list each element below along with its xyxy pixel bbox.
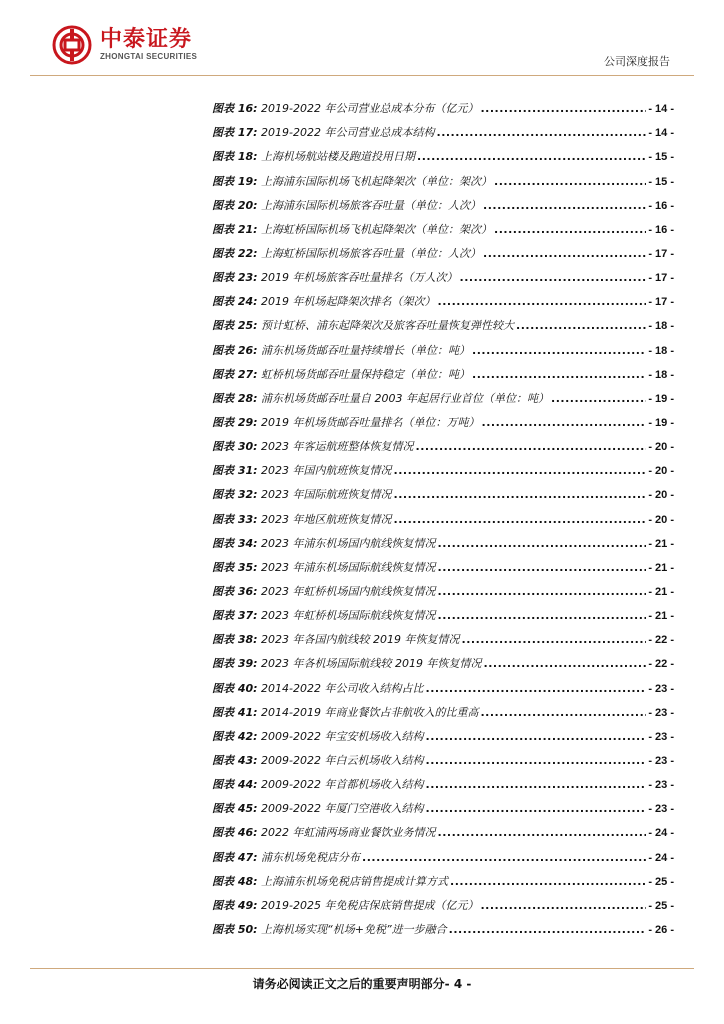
toc-entry[interactable] <box>212 502 674 526</box>
toc-leader-dots <box>494 223 646 237</box>
toc-leader-dots <box>462 633 647 647</box>
toc-entry[interactable] <box>212 671 674 695</box>
toc-entry-page: - 20 - <box>648 465 674 478</box>
toc-entry-title: 浦东机场免税店分布 <box>261 850 361 864</box>
toc-leader-dots <box>438 585 647 599</box>
toc-entry[interactable] <box>212 575 674 599</box>
toc-entry-title: 上海浦东机场免税店销售提成计算方式 <box>261 874 449 888</box>
toc-leader-dots <box>438 561 647 575</box>
toc-entry-title: 2023 年浦东机场国际航线恢复情况 <box>261 560 436 574</box>
toc-entry-page: - 24 - <box>648 827 674 840</box>
toc-entry-page: - 21 - <box>648 610 674 623</box>
toc-entry[interactable] <box>212 599 674 623</box>
toc-entry-title: 2023 年客运航班整体恢复情况 <box>261 440 414 454</box>
toc-leader-dots <box>438 295 647 309</box>
toc-entry-title: 2014-2019 年商业餐饮占非航收入的比重高 <box>261 705 479 719</box>
toc-entry-label: 图表 33: <box>212 512 258 526</box>
toc-entry-label: 图表 40: <box>212 681 258 695</box>
toc-entry[interactable] <box>212 792 674 816</box>
toc-entry-label: 图表 39: <box>212 657 258 671</box>
toc-leader-dots <box>551 392 646 406</box>
toc-entry-label: 图表 29: <box>212 415 258 429</box>
toc-entry-label: 图表 48: <box>212 874 258 888</box>
toc-entry[interactable] <box>212 913 674 937</box>
toc-entry-title: 虹桥机场货邮吞吐量保持稳定（单位：吨） <box>261 367 471 381</box>
toc-entry-label: 图表 44: <box>212 778 258 792</box>
toc-entry[interactable] <box>212 164 674 188</box>
toc-entry-label: 图表 17: <box>212 126 258 140</box>
toc-entry-title: 2023 年各国内航线较 2019 年恢复情况 <box>261 633 460 647</box>
toc-entry-page: - 23 - <box>648 754 674 767</box>
toc-entry-title: 2019-2022 年公司营业总成本分布（亿元） <box>261 102 479 116</box>
toc-entry-label: 图表 47: <box>212 850 258 864</box>
toc-entry-title: 2023 年浦东机场国内航线恢复情况 <box>261 536 436 550</box>
toc-leader-dots <box>482 416 647 430</box>
toc-entry[interactable] <box>212 865 674 889</box>
toc-entry-label: 图表 26: <box>212 343 258 357</box>
toc-entry-title: 预计虹桥、浦东起降架次及旅客吞吐量恢复弹性较大 <box>261 319 515 333</box>
toc-entry-label: 图表 45: <box>212 802 258 816</box>
toc-entry-page: - 20 - <box>648 441 674 454</box>
toc-entry-page: - 15 - <box>648 175 674 188</box>
toc-entry-page: - 23 - <box>648 779 674 792</box>
toc-entry-page: - 16 - <box>648 199 674 212</box>
toc-entry-page: - 20 - <box>648 513 674 526</box>
toc-leader-dots <box>481 899 647 913</box>
toc-entry[interactable] <box>212 213 674 237</box>
toc-entry-page: - 23 - <box>648 706 674 719</box>
toc-entry-label: 图表 21: <box>212 222 258 236</box>
toc-entry[interactable] <box>212 527 674 551</box>
toc-leader-dots <box>483 199 646 213</box>
toc-entry[interactable] <box>212 333 674 357</box>
toc-entry-label: 图表 41: <box>212 705 258 719</box>
toc-entry[interactable] <box>212 285 674 309</box>
toc-leader-dots <box>394 464 647 478</box>
toc-entry[interactable] <box>212 358 674 382</box>
toc-leader-dots <box>417 150 646 164</box>
toc-entry-title: 2023 年地区航班恢复情况 <box>261 512 392 526</box>
toc-entry-title: 2019 年机场货邮吞吐量排名（单位：万吨） <box>261 415 480 429</box>
header-divider <box>30 75 694 76</box>
toc-leader-dots <box>472 368 646 382</box>
toc-entry[interactable] <box>212 768 674 792</box>
toc-entry-page: - 22 - <box>648 658 674 671</box>
toc-entry-page: - 15 - <box>648 151 674 164</box>
toc-entry[interactable] <box>212 647 674 671</box>
toc-entry[interactable] <box>212 92 674 116</box>
toc-entry-page: - 17 - <box>648 247 674 260</box>
toc-entry-page: - 25 - <box>648 899 674 912</box>
toc-entry-page: - 21 - <box>648 561 674 574</box>
toc-entry-title: 2023 年国内航班恢复情况 <box>261 464 392 478</box>
toc-entry-page: - 25 - <box>648 875 674 888</box>
toc-entry-label: 图表 18: <box>212 150 258 164</box>
toc-entry-page: - 18 - <box>648 368 674 381</box>
toc-entry[interactable] <box>212 816 674 840</box>
toc-leader-dots <box>438 609 647 623</box>
toc-entry-title: 上海浦东国际机场飞机起降架次（单位：架次） <box>261 174 493 188</box>
toc-entry-title: 上海浦东国际机场旅客吞吐量（单位：人次） <box>261 198 482 212</box>
toc-leader-dots <box>494 175 646 189</box>
toc-leader-dots <box>394 488 647 502</box>
page-header <box>0 0 724 80</box>
toc-entry-page: - 19 - <box>648 392 674 405</box>
toc-entry-label: 图表 16: <box>212 102 258 116</box>
toc-entry-page: - 17 - <box>648 296 674 309</box>
toc-entry-label: 图表 27: <box>212 367 258 381</box>
toc-entry[interactable] <box>212 382 674 406</box>
company-logo <box>52 25 197 65</box>
toc-entry[interactable] <box>212 454 674 478</box>
toc-entry-title: 2023 年国际航班恢复情况 <box>261 488 392 502</box>
toc-leader-dots <box>426 754 647 768</box>
toc-entry[interactable] <box>212 189 674 213</box>
toc-entry-label: 图表 22: <box>212 246 258 260</box>
toc-leader-dots <box>460 271 647 285</box>
toc-entry-page: - 14 - <box>648 103 674 116</box>
toc-entry-label: 图表 20: <box>212 198 258 212</box>
toc-entry[interactable] <box>212 840 674 864</box>
toc-entry[interactable] <box>212 889 674 913</box>
toc-entry-title: 2023 年各机场国际航线较 2019 年恢复情况 <box>261 657 482 671</box>
logo-english-name: ZHONGTAI SECURITIES <box>100 52 198 61</box>
toc-leader-dots <box>437 126 647 140</box>
toc-entry-label: 图表 23: <box>212 271 258 285</box>
toc-entry-page: - 24 - <box>648 851 674 864</box>
toc-entry-label: 图表 46: <box>212 826 258 840</box>
toc-entry-label: 图表 30: <box>212 440 258 454</box>
toc-entry-title: 浦东机场货邮吞吐量自 2003 年起居行业首位（单位：吨） <box>261 391 550 405</box>
toc-entry-label: 图表 31: <box>212 464 258 478</box>
toc-entry-label: 图表 35: <box>212 560 258 574</box>
toc-entry-title: 2014-2022 年公司收入结构占比 <box>261 681 424 695</box>
toc-leader-dots <box>362 851 646 865</box>
toc-entry-title: 2009-2022 年宝安机场收入结构 <box>261 729 424 743</box>
toc-entry-title: 2019-2025 年免税店保底销售提成（亿元） <box>261 898 479 912</box>
toc-entry-title: 2022 年虹浦两场商业餐饮业务情况 <box>261 826 436 840</box>
toc-entry[interactable] <box>212 551 674 575</box>
toc-entry-page: - 21 - <box>648 537 674 550</box>
toc-entry-label: 图表 34: <box>212 536 258 550</box>
footer-divider <box>30 968 694 969</box>
toc-entry-page: - 18 - <box>648 344 674 357</box>
toc-entry-title: 浦东机场货邮吞吐量持续增长（单位：吨） <box>261 343 471 357</box>
toc-entry-page: - 20 - <box>648 489 674 502</box>
toc-entry-label: 图表 43: <box>212 753 258 767</box>
toc-entry-page: - 22 - <box>648 634 674 647</box>
toc-entry[interactable] <box>212 309 674 333</box>
toc-entry-label: 图表 37: <box>212 609 258 623</box>
toc-entry-page: - 14 - <box>648 127 674 140</box>
toc-entry[interactable] <box>212 237 674 261</box>
toc-leader-dots <box>481 706 647 720</box>
toc-entry-title: 2019-2022 年公司营业总成本结构 <box>261 126 435 140</box>
toc-leader-dots <box>426 730 647 744</box>
toc-entry[interactable] <box>212 623 674 647</box>
toc-leader-dots <box>483 247 646 261</box>
toc-entry-page: - 16 - <box>648 223 674 236</box>
toc-entry[interactable] <box>212 140 674 164</box>
toc-entry-title: 2023 年虹桥机场国际航线恢复情况 <box>261 609 436 623</box>
toc-entry[interactable] <box>212 720 674 744</box>
toc-entry[interactable] <box>212 478 674 502</box>
toc-entry-title: 2019 年机场旅客吞吐量排名（万人次） <box>261 271 458 285</box>
page-footer: 请务必阅读正文之后的重要声明部分- 4 - <box>252 977 472 991</box>
logo-chinese-name: 中泰证券 <box>100 27 193 52</box>
toc-entry-label: 图表 36: <box>212 584 258 598</box>
toc-leader-dots <box>426 802 647 816</box>
toc-entry-page: - 19 - <box>648 416 674 429</box>
zhongtai-logo-icon <box>52 25 92 65</box>
toc-entry-label: 图表 32: <box>212 488 258 502</box>
toc-entry[interactable] <box>212 406 674 430</box>
toc-entry-page: - 23 - <box>648 682 674 695</box>
toc-entry-label: 图表 42: <box>212 729 258 743</box>
toc-entry-title: 上海虹桥国际机场飞机起降架次（单位：架次） <box>261 222 493 236</box>
toc-entry-label: 图表 19: <box>212 174 258 188</box>
toc-leader-dots <box>472 344 646 358</box>
toc-leader-dots <box>416 440 647 454</box>
toc-entry-page: - 21 - <box>648 585 674 598</box>
toc-leader-dots <box>484 657 647 671</box>
toc-leader-dots <box>516 319 646 333</box>
toc-entry-page: - 17 - <box>648 272 674 285</box>
figure-index-list <box>212 92 674 937</box>
toc-entry-title: 2019 年机场起降架次排名（架次） <box>261 295 436 309</box>
toc-leader-dots <box>426 682 647 696</box>
toc-leader-dots <box>450 875 646 889</box>
toc-leader-dots <box>481 102 647 116</box>
toc-entry[interactable] <box>212 261 674 285</box>
toc-leader-dots <box>426 778 647 792</box>
toc-leader-dots <box>438 826 647 840</box>
toc-entry-title: 2009-2022 年白云机场收入结构 <box>261 753 424 767</box>
toc-entry[interactable] <box>212 430 674 454</box>
toc-entry-title: 上海机场实现“机场+免税”进一步融合 <box>261 922 447 936</box>
report-type-label: 公司深度报告 <box>604 55 670 68</box>
toc-entry-label: 图表 49: <box>212 898 258 912</box>
toc-leader-dots <box>394 513 647 527</box>
toc-entry-page: - 23 - <box>648 730 674 743</box>
toc-entry-title: 2009-2022 年首都机场收入结构 <box>261 778 424 792</box>
toc-entry-title: 上海机场航站楼及跑道投用日期 <box>261 150 416 164</box>
toc-entry-page: - 26 - <box>648 923 674 936</box>
toc-entry[interactable] <box>212 696 674 720</box>
toc-entry-title: 2023 年虹桥机场国内航线恢复情况 <box>261 584 436 598</box>
toc-leader-dots <box>449 923 647 937</box>
toc-entry-page: - 18 - <box>648 320 674 333</box>
toc-entry-page: - 23 - <box>648 803 674 816</box>
toc-entry[interactable] <box>212 116 674 140</box>
toc-entry-label: 图表 25: <box>212 319 258 333</box>
toc-entry-label: 图表 38: <box>212 633 258 647</box>
toc-entry-label: 图表 24: <box>212 295 258 309</box>
toc-entry-label: 图表 50: <box>212 922 258 936</box>
toc-entry-label: 图表 28: <box>212 391 258 405</box>
toc-entry-title: 上海虹桥国际机场旅客吞吐量（单位：人次） <box>261 246 482 260</box>
toc-leader-dots <box>438 537 647 551</box>
toc-entry-title: 2009-2022 年厦门空港收入结构 <box>261 802 424 816</box>
toc-entry[interactable] <box>212 744 674 768</box>
